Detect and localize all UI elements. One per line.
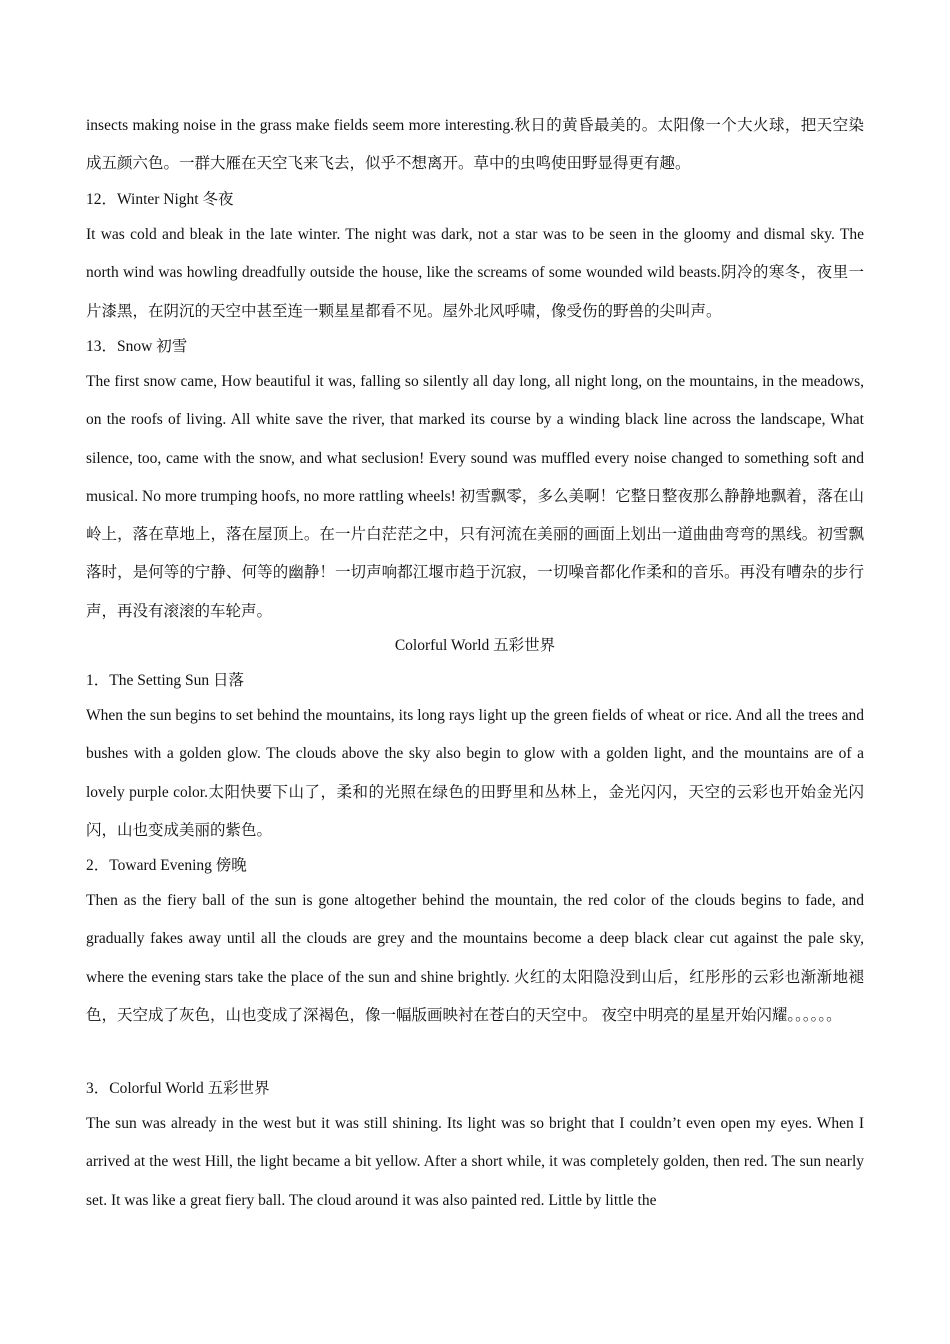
section-heading: 3．Colorful World 五彩世界 xyxy=(86,1080,270,1097)
colorful-world-title xyxy=(86,628,864,663)
heading-toward-evening xyxy=(86,848,864,883)
snow-paragraph xyxy=(86,363,864,631)
paragraph: It was cold and bleak in the late winter. The night was dark, not a star was to be seen in the gloomy and dismal sky. The north wind was howling dreadfully outside the house, like the screams of some wounded wild beasts.阴冷的寒冬，夜里一片漆黑，在阴沉的天空中甚至连一颗星星都看不见。屋外北风呼啸，像受伤的野兽的尖叫声。 xyxy=(86,226,864,320)
section-heading: 2．Toward Evening 傍晚 xyxy=(86,857,247,874)
paragraph: insects making noise in the grass make fields seem more interesting.秋日的黄昏最美的。太阳像一个大火球，把天空染成五颜六色。一群大雁在天空飞来飞去，似乎不想离开。草中的虫鸣使田野显得更有趣。 xyxy=(86,117,864,173)
paragraph: The first snow came, How beautiful it was, falling so silently all day long, all night long, on the mountains, in the meadows, on the roofs of living. All white save the river, that marked its course by a winding black line across the landscape, What silence, too, came with the snow, and what seclusion! Every sound was muffled every noise changed to something soft and musical. No more trumping hoofs, no more rattling wheels! 初雪飘零，多么美啊！它整日整夜那么静静地飘着，落在山岭上，落在草地上，落在屋顶上。在一片白茫茫之中，只有河流在美丽的画面上划出一道曲曲弯弯的黑线。初雪飘落时，是何等的宁静、何等的幽静！一切声响都江堰市趋于沉寂，一切噪音都化作柔和的音乐。再没有嘈杂的步行声，再没有滚滚的车轮声。 xyxy=(86,373,864,620)
page-section-title: Colorful World 五彩世界 xyxy=(394,637,556,654)
section-heading: 13．Snow 初雪 xyxy=(86,338,188,355)
heading-colorful-world xyxy=(86,1071,864,1106)
section-heading: 1．The Setting Sun 日落 xyxy=(86,672,245,689)
toward-evening-paragraph xyxy=(86,882,864,1035)
paragraph: When the sun begins to set behind the mountains, its long rays light up the green fields of wheat or rice. And all the trees and bushes with a golden glow. The clouds above the sky also begin to glow with a golden light, and the mountains are of a lovely purple color.太阳快要下山了，柔和的光照在绿色的田野里和丛林上，金光闪闪，天空的云彩也开始金光闪闪，山也变成美丽的紫色。 xyxy=(86,707,864,839)
heading-setting-sun xyxy=(86,663,864,698)
paragraph: The sun was already in the west but it was still shining. Its light was so bright that I couldn’t even open my eyes. When I arrived at the west Hill, the light became a bit yellow. After a short while, it was completely golden, then red. The sun nearly set. It was like a great fiery ball. The cloud around it was also painted red. Little by little the xyxy=(86,1115,864,1209)
paragraph: Then as the fiery ball of the sun is gone altogether behind the mountain, the red color of the clouds begins to fade, and gradually fakes away until all the clouds are grey and the mountains become a deep black clear cut against the pale sky, where the evening stars take the place of the sun and shine brightly. 火红的太阳隐没到山后，红彤彤的云彩也渐渐地褪色，天空成了灰色，山也变成了深褐色，像一幅版画映衬在苍白的天空中。 夜空中明亮的星星开始闪耀。。。。。。 xyxy=(86,892,864,1024)
heading-winter-night xyxy=(86,182,864,217)
winter-night-paragraph xyxy=(86,216,864,331)
section-heading: 12．Winter Night 冬夜 xyxy=(86,191,234,208)
heading-snow xyxy=(86,329,864,364)
colorful-world-paragraph xyxy=(86,1105,864,1220)
setting-sun-paragraph xyxy=(86,697,864,850)
autumn-paragraph-continued xyxy=(86,107,864,184)
